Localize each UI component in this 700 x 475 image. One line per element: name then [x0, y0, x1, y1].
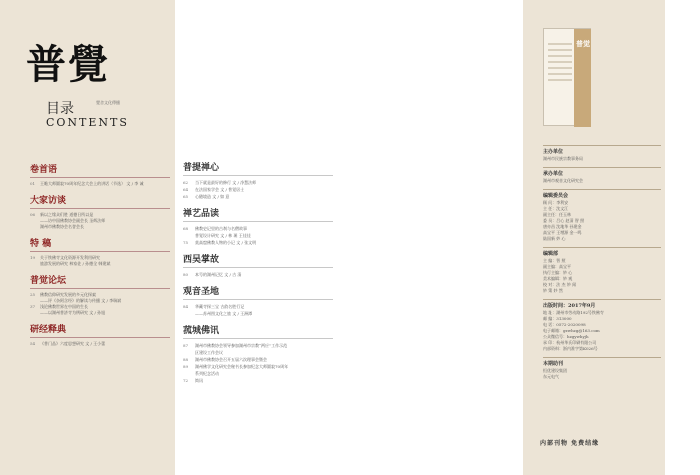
middle-toc	[183, 160, 333, 390]
entry-title: 简讯	[195, 378, 203, 383]
info-line: 承 印：杭州华氏印刷有限公司	[543, 340, 597, 345]
entry-title: 在法国家学会 文 / 普觉居士	[195, 187, 245, 192]
entry-title: 当下就是最好的修行 文 / 净慧法师	[195, 180, 257, 185]
page-number	[30, 224, 40, 230]
toc-section	[183, 323, 333, 384]
masthead-info	[543, 145, 661, 385]
info-line: 主 编：智 照	[543, 258, 566, 263]
info-line: 湖州市民族宗教事务局	[543, 156, 583, 161]
entry-title: 佛教信仰研究发展的多元化探索	[40, 292, 96, 297]
page-number	[183, 232, 195, 239]
info-line: 陆国新 妙 心	[543, 236, 566, 241]
info-line: 妙 策 妙 然	[543, 288, 563, 293]
entry-title: 湖州市佛教协会召开五届六次理事会暨会	[195, 357, 267, 362]
entry-title: 本号的湖州记忆 文 / 古 清	[195, 272, 242, 277]
masthead-block	[543, 357, 661, 380]
page-number: 80	[183, 272, 189, 277]
page-number: 88	[183, 357, 189, 362]
entry-title: ——访中国佛教协会副会长 圣辉法师	[40, 218, 106, 223]
info-line: 唐亦昌 沈地华 孙建金	[543, 224, 582, 229]
entry-title: 浅论佛教世界在中国的生长	[40, 304, 88, 309]
toc-entry	[30, 261, 170, 267]
toc-section	[30, 273, 170, 316]
entry-title: ——以湖州普济寺为例研究 文 / 孙旭	[40, 310, 106, 315]
toc-entry	[183, 363, 333, 370]
section-title: 研经释典	[30, 322, 170, 338]
page-number	[183, 310, 195, 317]
info-line: 公众微信号：hzgywhyjh	[543, 334, 589, 339]
toc-section	[183, 252, 333, 278]
toc-entry	[30, 341, 170, 347]
info-line: 恒优建设集团	[543, 368, 567, 373]
info-line: 内部资料：浙内准字第K026号	[543, 346, 598, 351]
magazine-logo: 普覺	[26, 41, 110, 88]
toc-section	[183, 284, 333, 317]
toc-section	[30, 162, 170, 187]
page-number: 87	[183, 343, 189, 348]
page-number: 19	[30, 255, 36, 260]
block-heading: 本期助刊	[543, 361, 564, 367]
block-heading: 主办单位	[543, 149, 564, 155]
page-number: 06	[30, 212, 36, 217]
info-line: 美术编辑：妙 观	[543, 276, 573, 281]
info-line: 委 员：吕心 赵清 智 照	[543, 218, 585, 223]
entry-title: 区建设工作会议	[195, 350, 223, 355]
masthead-block	[543, 167, 661, 184]
info-line: 电子邮箱：gzwhzg@163.com	[543, 328, 600, 333]
info-line: 邮 编：313000	[543, 316, 572, 321]
toc-section	[183, 206, 333, 246]
toc-entry	[183, 370, 333, 377]
section-title: 普提禅心	[183, 160, 333, 176]
cover-thumbnail	[543, 28, 591, 126]
block-body	[543, 156, 661, 162]
page-number	[183, 370, 195, 377]
section-title: 西吴掌故	[183, 252, 333, 268]
page-number	[30, 310, 40, 316]
toc-entry	[183, 271, 333, 278]
toc-section	[30, 236, 170, 267]
section-title: 菰城佛讯	[183, 323, 333, 339]
entry-title: 佛教史记里的古刹与名僧故事	[195, 226, 247, 231]
entry-title: ——评《杂阿含经》的解读与传播 文 / 李瑞斌	[40, 298, 122, 303]
toc-section	[183, 160, 333, 200]
toc-entry	[183, 193, 333, 200]
cover-title: 普觉	[576, 39, 590, 48]
middle-panel	[175, 0, 523, 475]
entry-title: 华藏寺探三宝 古韵名胜行记	[195, 304, 245, 309]
block-heading: 编辑委员会	[543, 193, 569, 199]
entry-title: 湖州市佛教协会名誉会长	[40, 224, 84, 229]
toc-entry	[183, 179, 333, 186]
section-title: 普觉论坛	[30, 273, 170, 289]
block-heading: 承办单位	[543, 171, 564, 177]
page-number: 72	[183, 378, 189, 383]
info-line: 校 对：法 杰 妙 闻	[543, 282, 577, 287]
page-number: 37	[30, 304, 36, 309]
page-number	[30, 261, 40, 267]
block-heading: 出版时间：2017年9月	[543, 303, 596, 309]
section-title: 禅艺品读	[183, 206, 333, 222]
page-number: 84	[183, 304, 189, 309]
block-heading: 编辑部	[543, 251, 559, 257]
page-number: 62	[183, 180, 189, 185]
entry-title: 湖州市佛教协会领导参加湖州市宗教“两应”工作示范	[195, 343, 288, 348]
page-number	[183, 349, 195, 356]
page-number: 54	[30, 341, 36, 346]
entry-title: 旅游发展的研究 林家佐 / 孙德全 韩建斌	[40, 261, 111, 266]
sub-brand: 覺舍文化傳播	[96, 100, 120, 105]
page-number: 75	[183, 240, 189, 245]
page-number: 65	[183, 194, 189, 199]
block-body	[543, 310, 661, 352]
entry-title: ——苏州图文化之旅 文 / 王洲潭	[195, 311, 253, 316]
block-body	[543, 178, 661, 184]
masthead-block	[543, 247, 661, 294]
info-line: 顾 问：李利安	[543, 200, 569, 205]
section-title: 卷首语	[30, 162, 170, 178]
entry-title: 普觉设计研究 文 / 林 瑛 王佳佳	[195, 233, 251, 238]
block-body	[543, 258, 661, 294]
left-toc	[30, 162, 170, 353]
entry-title: 系列纪念活动	[195, 371, 219, 376]
masthead-block	[543, 189, 661, 242]
right-panel	[523, 0, 665, 475]
info-line: 电 话：0572-2020098	[543, 322, 586, 327]
info-line: 副主任：任玉林	[543, 212, 571, 217]
toc-entry	[183, 232, 333, 239]
page-number: 25	[30, 292, 36, 297]
info-line: 高宝平 王增源 金一鸣	[543, 230, 582, 235]
toc-entry	[183, 303, 333, 310]
toc-section	[30, 193, 170, 230]
toc-entry	[30, 181, 170, 187]
toc-entry	[183, 377, 333, 384]
toc-entry	[183, 342, 333, 349]
entry-title: 心随境造 文 / 如 意	[195, 194, 230, 199]
entry-title: 《普门品》六度思想研究 文 / 王小蕾	[40, 341, 106, 346]
info-line: 主 任：沈文江	[543, 206, 569, 211]
section-title: 特 稿	[30, 236, 170, 252]
toc-entry	[183, 225, 333, 232]
masthead-block	[543, 145, 661, 162]
page-number: 68	[183, 226, 189, 231]
section-title: 大家访谈	[30, 193, 170, 209]
entry-title: 湖州佛学文化研究会秘书长参加纪念大师圆寂70周年	[195, 364, 289, 369]
entry-title: 莫高窟佛教人物的小记 文 / 张文明	[195, 240, 257, 245]
page-number: 01	[30, 181, 36, 186]
toc-heading-cn: 目录	[46, 101, 74, 117]
info-line: 执行主编：妙 心	[543, 270, 573, 275]
block-body	[543, 368, 661, 380]
info-line: 副主编：高宝平	[543, 264, 571, 269]
toc-entry	[183, 239, 333, 246]
info-line: 湖州市观音文化研究会	[543, 178, 583, 183]
toc-entry	[183, 356, 333, 363]
info-line: 东元电气	[543, 374, 559, 379]
toc-section	[30, 322, 170, 347]
masthead-block	[543, 299, 661, 352]
entry-title: 新以之缘众们胜 道德日所以是	[40, 212, 94, 217]
page-edge	[665, 0, 700, 475]
cover-text-lines	[548, 43, 572, 85]
toc-entry	[183, 310, 333, 317]
entry-title: 王瞻大师圆寂70周年纪念大会上的讲话（节选） 文 / 李 诚	[40, 181, 144, 186]
toc-entry	[30, 224, 170, 230]
page-number: 64	[183, 187, 189, 192]
toc-entry	[183, 349, 333, 356]
entry-title: 关于铁佛寺文化资源开发利用研究	[40, 255, 100, 260]
toc-heading-en: CONTENTS	[46, 116, 129, 129]
page-number: 89	[183, 364, 189, 369]
left-panel	[0, 0, 175, 475]
section-title: 观音圣地	[183, 284, 333, 300]
toc-entry	[30, 310, 170, 316]
footer-note: 内部刊物 免费结缘	[540, 440, 600, 447]
toc-entry	[183, 186, 333, 193]
info-line: 地 址：湖州市劳动路192号铁佛寺	[543, 310, 604, 315]
block-body	[543, 200, 661, 242]
